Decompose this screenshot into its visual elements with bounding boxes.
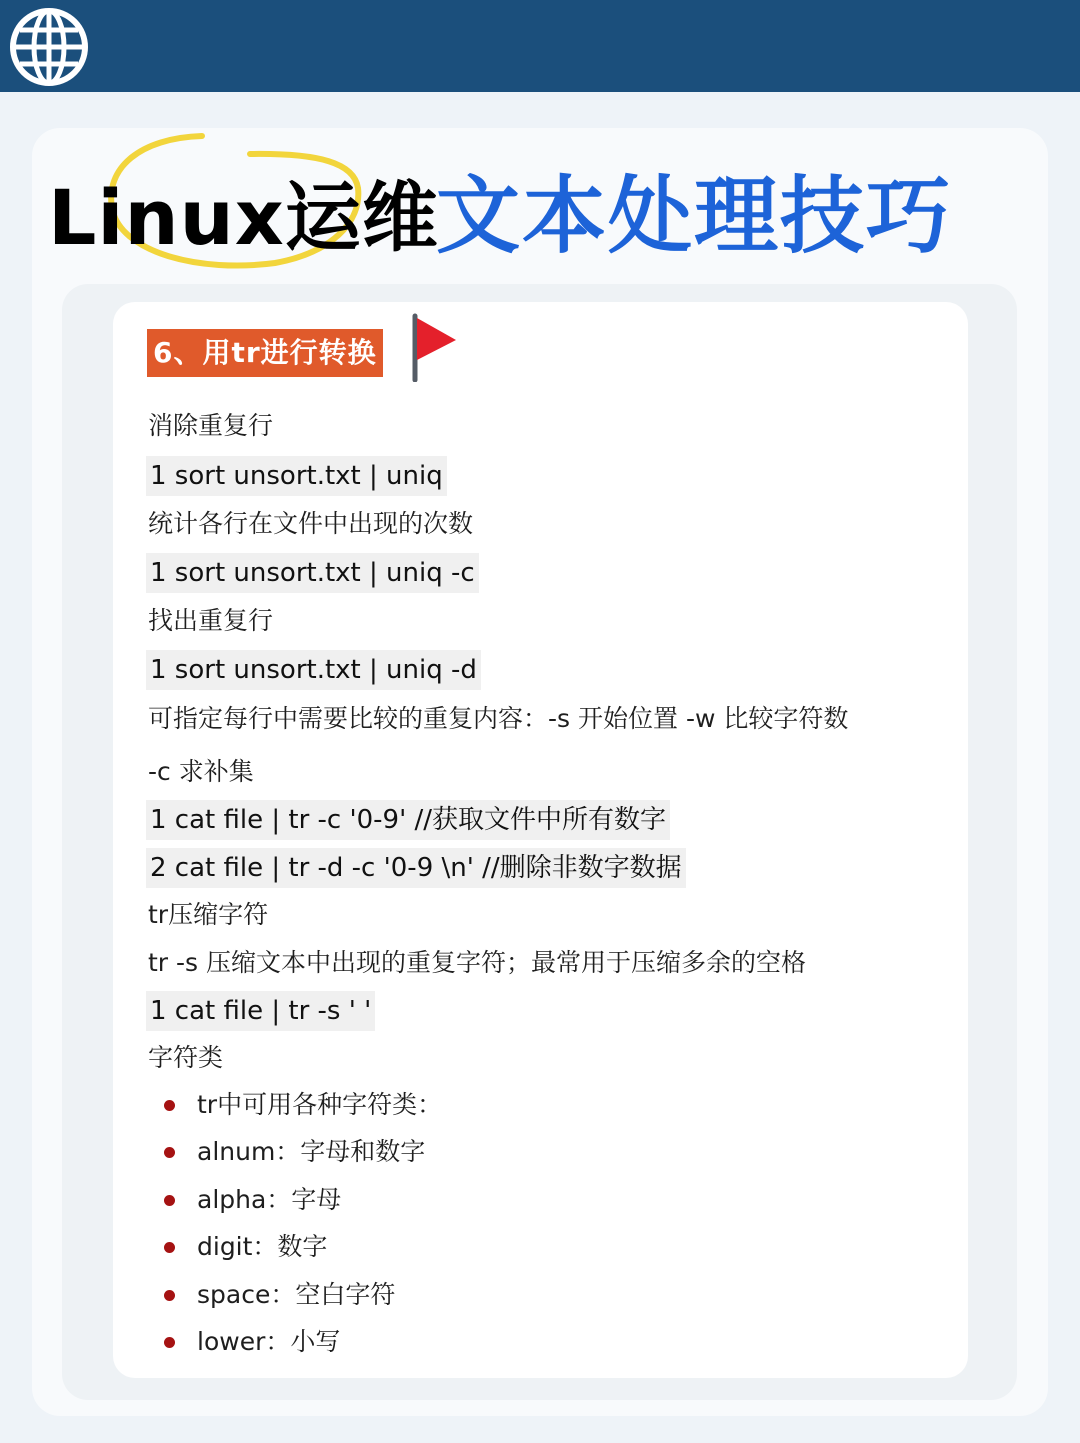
list-item: alpha：字母 xyxy=(197,1185,342,1214)
text-line: 字符类 xyxy=(148,1043,224,1072)
text-line: tr压缩字符 xyxy=(148,900,269,929)
list-item: space：空白字符 xyxy=(197,1280,396,1309)
bullet-dot xyxy=(164,1195,175,1206)
page-title-prefix: Linux运维 xyxy=(48,173,439,262)
page-title-main: 文本处理技巧 xyxy=(436,167,953,265)
text-line: 统计各行在文件中出现的次数 xyxy=(148,509,474,538)
list-item: tr中可用各种字符类： xyxy=(197,1090,443,1119)
bullet-dot xyxy=(164,1147,175,1158)
red-flag-icon xyxy=(408,312,460,382)
text-line: 可指定每行中需要比较的重复内容：-s 开始位置 -w 比较字符数 xyxy=(148,704,849,733)
globe-icon xyxy=(8,6,90,88)
code-line: 1 sort unsort.txt | uniq -c xyxy=(146,553,479,593)
bullet-dot xyxy=(164,1100,175,1111)
list-item: digit：数字 xyxy=(197,1232,328,1261)
code-line: 1 sort unsort.txt | uniq -d xyxy=(146,650,481,690)
list-item: lower：小写 xyxy=(197,1327,341,1356)
bullet-dot xyxy=(164,1337,175,1348)
list-item: alnum：字母和数字 xyxy=(197,1137,426,1166)
bullet-dot xyxy=(164,1290,175,1301)
text-line: -c 求补集 xyxy=(148,757,254,786)
code-line: 1 sort unsort.txt | uniq xyxy=(146,456,447,496)
code-line: 1 cat file | tr -c '0-9' //获取文件中所有数字 xyxy=(146,800,670,840)
section-header: 6、用tr进行转换 xyxy=(147,329,383,377)
text-line: 找出重复行 xyxy=(148,606,274,635)
bullet-dot xyxy=(164,1242,175,1253)
top-bar xyxy=(0,0,1080,92)
code-line: 1 cat file | tr -s ' ' xyxy=(146,991,375,1031)
text-line: tr -s 压缩文本中出现的重复字符；最常用于压缩多余的空格 xyxy=(148,948,807,977)
code-line: 2 cat file | tr -d -c '0-9 \n' //删除非数字数据 xyxy=(146,848,686,888)
text-line: 消除重复行 xyxy=(148,411,274,440)
